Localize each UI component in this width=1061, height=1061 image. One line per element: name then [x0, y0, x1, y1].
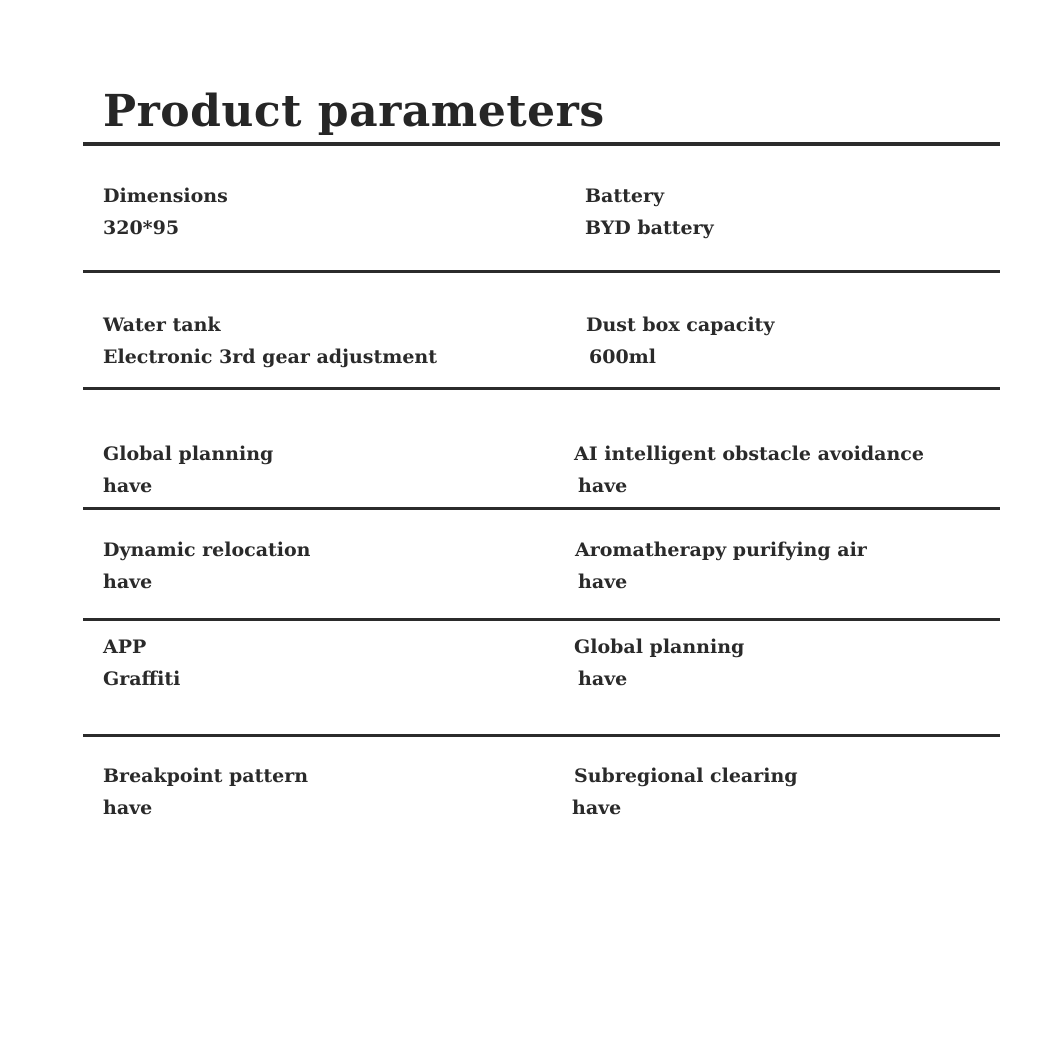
param-value: have — [578, 475, 628, 497]
param-dynamic-relocation — [103, 538, 311, 594]
param-value: have — [103, 797, 153, 819]
param-label: AI intelligent obstacle avoidance — [574, 443, 924, 465]
param-water-tank — [103, 313, 437, 369]
row-divider — [83, 387, 1000, 390]
param-label: Battery — [585, 185, 665, 207]
page-title: Product parameters — [103, 86, 605, 137]
param-label: APP — [103, 636, 147, 658]
param-value: Graffiti — [103, 668, 181, 690]
param-value: have — [578, 571, 628, 593]
param-value: 600ml — [589, 346, 656, 368]
param-breakpoint-pattern — [103, 764, 308, 820]
param-label: Global planning — [574, 636, 745, 658]
param-label: Global planning — [103, 443, 274, 465]
param-aromatherapy — [575, 538, 867, 594]
param-dust-box-capacity — [586, 313, 774, 369]
param-value: Electronic 3rd gear adjustment — [103, 346, 438, 368]
param-dimensions — [103, 184, 228, 240]
row-divider — [83, 507, 1000, 510]
row-divider — [83, 734, 1000, 737]
param-label: Water tank — [103, 314, 221, 336]
param-global-planning — [103, 442, 273, 498]
param-subregional-clearing — [574, 764, 798, 820]
param-label: Aromatherapy purifying air — [575, 539, 867, 561]
param-label: Dynamic relocation — [103, 539, 311, 561]
row-divider — [83, 270, 1000, 273]
param-value: 320*95 — [103, 217, 180, 239]
param-ai-obstacle-avoidance — [574, 442, 924, 498]
param-label: Dust box capacity — [586, 314, 775, 336]
param-value: have — [578, 668, 628, 690]
row-divider — [83, 618, 1000, 621]
param-label: Breakpoint pattern — [103, 765, 309, 787]
param-battery — [585, 184, 714, 240]
param-global-planning-2 — [574, 635, 744, 691]
param-label: Subregional clearing — [574, 765, 798, 787]
param-value: BYD battery — [585, 217, 714, 239]
param-value: have — [103, 571, 153, 593]
param-value: have — [103, 475, 153, 497]
param-label: Dimensions — [103, 185, 228, 207]
param-app — [103, 635, 180, 691]
param-value: have — [572, 797, 622, 819]
title-divider — [83, 142, 1000, 146]
